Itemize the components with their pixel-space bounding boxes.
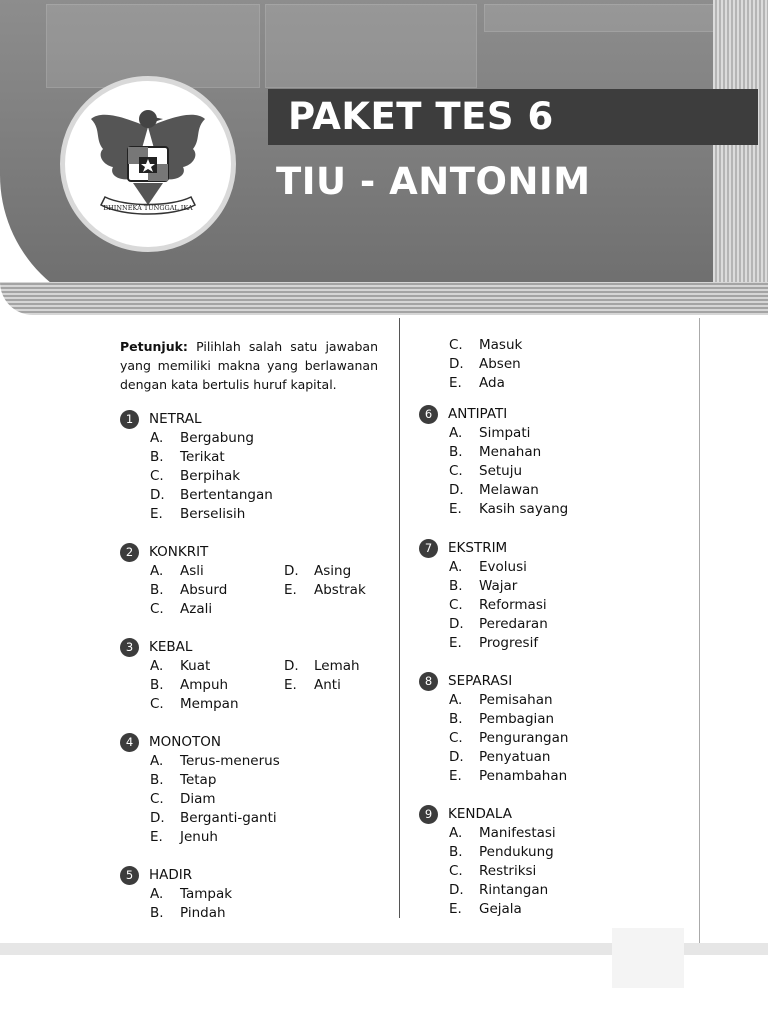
option-letter: B.	[449, 444, 463, 460]
answer-option	[449, 577, 548, 596]
answer-option	[449, 481, 568, 500]
question-4	[120, 732, 280, 847]
question-3	[120, 637, 384, 714]
option-letter: A.	[150, 563, 164, 579]
option-text: Tampak	[180, 886, 233, 902]
option-letter: B.	[449, 844, 463, 860]
option-letter: E.	[449, 375, 462, 391]
question-9	[419, 804, 556, 919]
option-text: Wajar	[479, 578, 518, 594]
answer-option	[150, 600, 284, 619]
option-letter: E.	[449, 768, 462, 784]
question-word: SEPARASI	[448, 673, 513, 689]
option-text: Simpati	[479, 425, 531, 441]
option-text: Restriksi	[479, 863, 537, 879]
answer-option	[150, 429, 273, 448]
answer-option	[284, 562, 384, 581]
option-letter: B.	[150, 449, 164, 465]
answer-option	[449, 443, 568, 462]
option-letter: B.	[449, 711, 463, 727]
option-letter: A.	[150, 753, 164, 769]
option-text: Berpihak	[180, 468, 241, 484]
answer-option	[449, 634, 548, 653]
answer-option	[284, 657, 384, 676]
option-text: Setuju	[479, 463, 523, 479]
answer-option	[449, 862, 556, 881]
option-text: Bergabung	[180, 430, 254, 446]
instructions	[120, 337, 378, 394]
option-text: Ada	[479, 375, 505, 391]
option-text: Masuk	[479, 337, 523, 353]
option-letter: D.	[150, 810, 165, 826]
answer-option	[150, 790, 280, 809]
option-letter: A.	[449, 692, 463, 708]
option-letter: E.	[449, 501, 462, 517]
answer-option	[449, 710, 568, 729]
question-5-continued	[419, 336, 522, 393]
question-6	[419, 404, 568, 519]
answer-option	[150, 657, 284, 676]
question-2	[120, 542, 384, 619]
option-text: Peredaran	[479, 616, 548, 632]
question-8	[419, 671, 568, 786]
option-letter: A.	[150, 658, 164, 674]
question-number-badge: 3	[120, 638, 139, 657]
question-number-badge: 2	[120, 543, 139, 562]
option-letter: B.	[449, 578, 463, 594]
question-number-badge: 9	[419, 805, 438, 824]
option-letter: A.	[449, 425, 463, 441]
option-text: Menahan	[479, 444, 542, 460]
option-letter: B.	[150, 677, 164, 693]
option-text: Tetap	[180, 772, 217, 788]
question-word: HADIR	[149, 867, 193, 883]
option-letter: E.	[449, 901, 462, 917]
answer-option	[150, 885, 232, 904]
option-letter: E.	[150, 829, 163, 845]
option-text: Berganti-ganti	[180, 810, 277, 826]
instructions-label: Petunjuk:	[120, 339, 188, 354]
question-number-badge: 7	[419, 539, 438, 558]
option-text: Kuat	[180, 658, 211, 674]
option-letter: A.	[449, 825, 463, 841]
answer-option	[150, 752, 280, 771]
answer-option	[150, 505, 273, 524]
option-letter: E.	[150, 506, 163, 522]
option-letter: C.	[449, 730, 463, 746]
option-text: Lemah	[314, 658, 360, 674]
option-text: Asli	[180, 563, 204, 579]
question-word: NETRAL	[149, 411, 202, 427]
answer-option	[150, 562, 284, 581]
answer-option	[284, 676, 384, 695]
option-text: Abstrak	[314, 582, 366, 598]
answer-option	[449, 500, 568, 519]
answer-option	[449, 374, 522, 393]
answer-option	[449, 824, 556, 843]
option-text: Bertentangan	[180, 487, 273, 503]
question-word: EKSTRIM	[448, 540, 508, 556]
answer-option	[150, 904, 232, 923]
option-letter: D.	[284, 563, 299, 579]
option-letter: E.	[284, 677, 297, 693]
option-text: Absen	[479, 356, 521, 372]
option-text: Melawan	[479, 482, 539, 498]
option-text: Penambahan	[479, 768, 568, 784]
option-letter: D.	[449, 749, 464, 765]
instructions-text: Pilihlah salah satu jawaban yang memiliki makna yang berlawanan dengan kata bertulis huruf kapital.	[120, 339, 378, 392]
option-text: Gejala	[479, 901, 522, 917]
option-text: Kasih sayang	[479, 501, 569, 517]
header-vertical-stripes	[713, 0, 768, 315]
option-letter: A.	[150, 886, 164, 902]
answer-option	[150, 809, 280, 828]
option-letter: C.	[449, 597, 463, 613]
footer-page-box	[612, 928, 684, 988]
garuda-emblem	[60, 76, 236, 252]
question-number-badge: 1	[120, 410, 139, 429]
question-word: MONOTON	[149, 734, 221, 750]
option-text: Mempan	[180, 696, 239, 712]
page-subtitle: TIU - ANTONIM	[276, 160, 591, 203]
question-word: KEBAL	[149, 639, 193, 655]
option-text: Diam	[180, 791, 216, 807]
option-text: Anti	[314, 677, 341, 693]
option-text: Pembagian	[479, 711, 555, 727]
answer-option	[449, 336, 522, 355]
option-letter: C.	[150, 791, 164, 807]
option-letter: B.	[150, 772, 164, 788]
margin-divider	[699, 318, 700, 943]
option-letter: C.	[150, 696, 164, 712]
answer-option	[150, 448, 273, 467]
option-letter: B.	[150, 905, 164, 921]
option-text: Progresif	[479, 635, 539, 651]
answer-option	[449, 462, 568, 481]
option-text: Pendukung	[479, 844, 554, 860]
option-letter: D.	[449, 482, 464, 498]
question-word: KENDALA	[448, 806, 512, 822]
option-letter: D.	[449, 356, 464, 372]
page-title: PAKET TES 6	[288, 95, 554, 138]
option-letter: D.	[284, 658, 299, 674]
option-text: Absurd	[180, 582, 228, 598]
option-letter: D.	[449, 616, 464, 632]
option-text: Terikat	[180, 449, 225, 465]
answer-option	[449, 767, 568, 786]
answer-option	[449, 355, 522, 374]
answer-option	[150, 467, 273, 486]
option-letter: D.	[449, 882, 464, 898]
question-number-badge: 8	[419, 672, 438, 691]
header-stripes	[0, 282, 768, 315]
answer-option	[449, 424, 568, 443]
question-7	[419, 538, 548, 653]
question-number-badge: 4	[120, 733, 139, 752]
question-word: ANTIPATI	[448, 406, 508, 422]
option-text: Pengurangan	[479, 730, 569, 746]
emblem-motto: BHINNEKA TUNGGAL IKA	[103, 204, 193, 212]
option-text: Terus-menerus	[180, 753, 280, 769]
answer-option	[449, 558, 548, 577]
answer-option	[150, 581, 284, 600]
question-word: KONKRIT	[149, 544, 209, 560]
garuda-emblem-icon	[73, 89, 223, 239]
question-number-badge: 5	[120, 866, 139, 885]
option-letter: E.	[449, 635, 462, 651]
column-divider	[399, 318, 400, 918]
option-letter: C.	[449, 863, 463, 879]
option-letter: B.	[150, 582, 164, 598]
answer-option	[150, 676, 284, 695]
option-letter: D.	[150, 487, 165, 503]
answer-option	[449, 615, 548, 634]
answer-option	[150, 486, 273, 505]
answer-option	[449, 729, 568, 748]
option-letter: C.	[449, 463, 463, 479]
option-text: Berselisih	[180, 506, 246, 522]
option-letter: A.	[449, 559, 463, 575]
option-text: Reformasi	[479, 597, 547, 613]
header-panel	[484, 4, 716, 32]
option-text: Manifestasi	[479, 825, 556, 841]
answer-option	[449, 881, 556, 900]
option-text: Azali	[180, 601, 213, 617]
answer-option	[150, 695, 284, 714]
option-letter: E.	[284, 582, 297, 598]
question-1	[120, 409, 273, 524]
answer-option	[449, 748, 568, 767]
answer-option	[449, 596, 548, 615]
option-letter: C.	[449, 337, 463, 353]
question-5	[120, 865, 232, 923]
answer-option	[284, 581, 384, 600]
answer-option	[150, 828, 280, 847]
answer-option	[449, 843, 556, 862]
option-text: Pindah	[180, 905, 226, 921]
question-number-badge: 6	[419, 405, 438, 424]
option-text: Rintangan	[479, 882, 549, 898]
answer-option	[150, 771, 280, 790]
option-letter: C.	[150, 468, 164, 484]
option-text: Pemisahan	[479, 692, 553, 708]
option-text: Penyatuan	[479, 749, 551, 765]
option-letter: C.	[150, 601, 164, 617]
option-text: Ampuh	[180, 677, 229, 693]
answer-option	[449, 900, 556, 919]
option-letter: A.	[150, 430, 164, 446]
option-text: Jenuh	[180, 829, 218, 845]
option-text: Evolusi	[479, 559, 527, 575]
header-panel	[265, 4, 477, 88]
answer-option	[449, 691, 568, 710]
option-text: Asing	[314, 563, 352, 579]
